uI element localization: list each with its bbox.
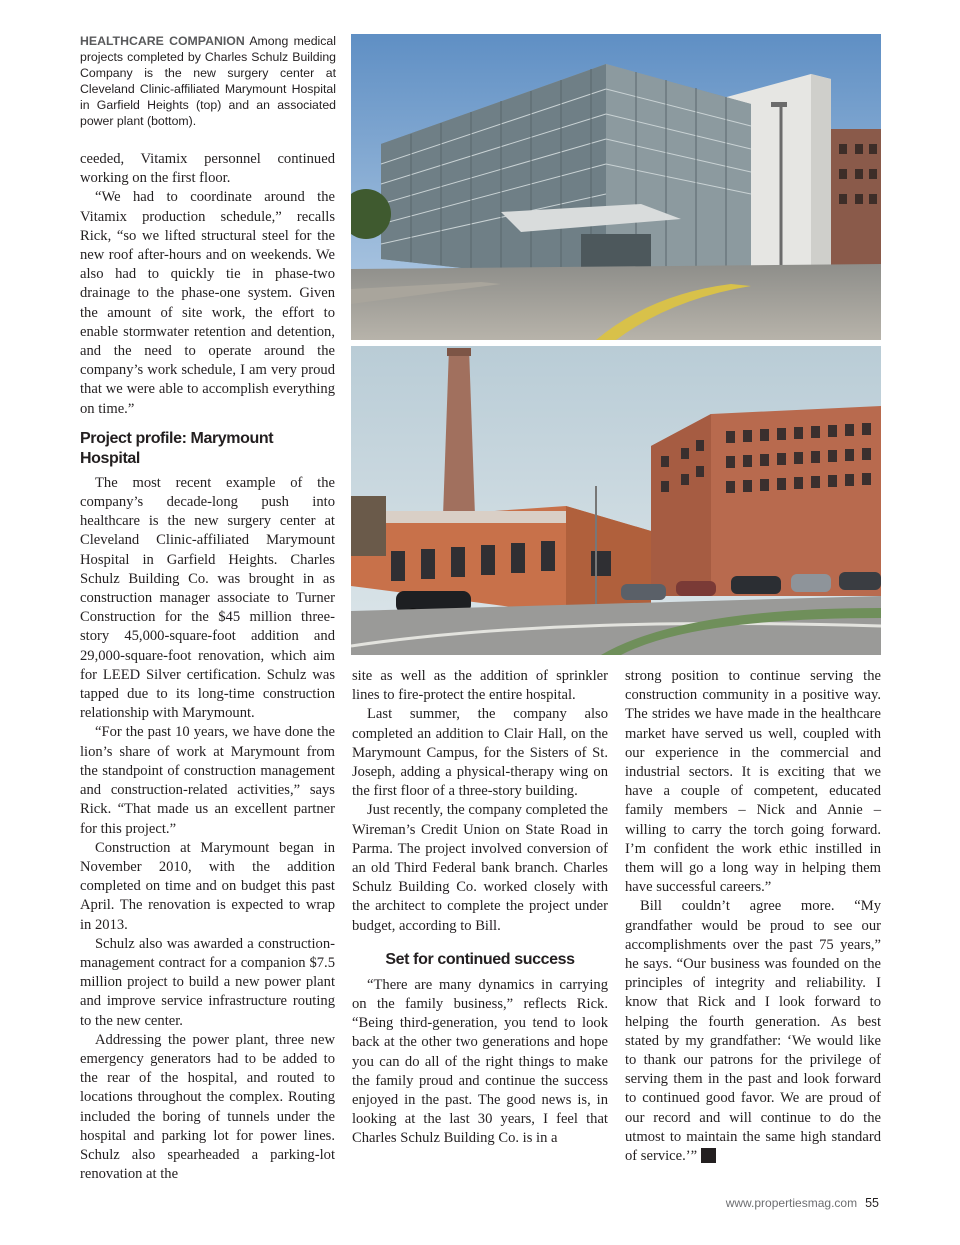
caption-text: Among medical projects completed by Charles Schulz Building Company is the new surgery center at Cleveland Clinic-affiliated Marymount Hospital in Garfield Heights (top) and an associated power plant (bottom). bbox=[80, 34, 336, 128]
page-number: 55 bbox=[865, 1196, 879, 1210]
caption-lead: HEALTHCARE COMPANION bbox=[80, 34, 245, 48]
surgery-center-illustration bbox=[351, 34, 881, 340]
paragraph bbox=[625, 897, 881, 1166]
paragraph: ceeded, Vitamix personnel continued working on the first floor. bbox=[80, 151, 335, 187]
article-column-3 bbox=[625, 667, 881, 1166]
section-heading: Project profile: Marymount Hospital bbox=[80, 429, 274, 467]
paragraph: Construction at Marymount began in November 2010, with the addition completed on time and on budget this past April. The renovation is expected to wrap in 2013. bbox=[80, 839, 335, 933]
footer-url[interactable]: www.propertiesmag.com bbox=[725, 1196, 858, 1210]
article-column-2 bbox=[352, 667, 608, 1149]
paragraph: site as well as the addition of sprinkler lines to fire-protect the entire hospital. bbox=[352, 668, 608, 704]
paragraph: “We had to coordinate around the Vitamix production schedule,” recalls Rick, “so we lifted structural steel for the new roof after-hours and on weekends. We also had to quickly tie in phase-two drainage to the phase-one system. Given the amount of site work, the effort to enable stormwater retention and detention, and the need to operate around the company’s work schedule, I am very proud that we were able to accomplish everything on time.” bbox=[80, 189, 335, 417]
page-footer bbox=[726, 1196, 879, 1210]
power-plant-photo bbox=[351, 346, 881, 655]
paragraph: “There are many dynamics in carrying on the family business,” reflects Rick. “Being third-generation, you tend to look back at the other two generations and hope you can do all of the right things to make the family proud and continue the success enjoyed in the past. The good news is, in looking at the last 30 years, I feel that Charles Schulz Building Co. is in a bbox=[352, 976, 608, 1147]
paragraph: Schulz also was awarded a construction-management contract for a companion $7.5 million project to build a new power plant and improve service infrastructure routing to the new center. bbox=[80, 935, 335, 1029]
surgery-center-photo bbox=[351, 34, 881, 340]
paragraph: Last summer, the company also completed an addition to Clair Hall, on the Marymount Campus, for the Sisters of St. Joseph, adding a physical-therapy wing on the first floor of a three-story building. bbox=[352, 706, 608, 800]
paragraph: Just recently, the company completed the Wireman’s Credit Union on State Road in Parma. The project involved conversion of an old Third Federal bank branch. Charles Schulz Building Co. worked closely with the architect to complete the project under budget, according to Bill. bbox=[352, 802, 608, 934]
section-heading: Set for continued success bbox=[385, 950, 575, 968]
end-mark-icon: P bbox=[701, 1148, 716, 1163]
paragraph-text: Bill couldn’t agree more. “My grandfather would be proud to see our accomplishments over the past 75 years,” he says. “Our business was founded on the principles of integrity and reliability. I know that Rick and I look forward to helping the fourth generation. As best stated by my grandfather: ‘We would like to thank our patrons for the privilege of serving them in the past and look forward to continued good favor. We are proud of our record and will continue to do the utmost to maintain the same high standard of service.’” bbox=[625, 898, 881, 1165]
paragraph: “For the past 10 years, we have done the lion’s share of work at Marymount from the standpoint of construction management and construction-related activities,” says Rick. “That made us an excellent partner for this project.” bbox=[80, 724, 335, 837]
photo-caption bbox=[80, 33, 336, 129]
paragraph: The most recent example of the company’s decade-long push into healthcare is the new surgery center at Cleveland Clinic-affiliated Marymount Hospital in Garfield Heights. Charles Schulz Building Co. was brought in as construction manager associate to Turner Construction for the $45 million three-story 45,000-square-foot addition and 29,000-square-foot renovation, which aim for LEED Silver certification. Schulz was tapped due to its long-time construction relationship with Marymount. bbox=[80, 474, 335, 722]
paragraph: Addressing the power plant, three new emergency generators had to be added to the rear of the hospital, and routed to locations throughout the complex. Routing included the boring of tunnels under the hospital and parking lot for power lines. Schulz also spearheaded a parking-lot renovation at the bbox=[80, 1031, 335, 1183]
paragraph: strong position to continue serving the construction community in a positive way. The strides we have made in the healthcare market have served us well, coupled with our experience in the commercial and industrial sectors. It is exciting that we have a couple of competent, educated family members – Nick and Annie – willing to carry the torch going forward. I’m confident the work ethic instilled in them will go a long way in helping them have successful careers.” bbox=[625, 668, 881, 896]
article-column-1 bbox=[80, 150, 335, 1184]
power-plant-illustration bbox=[351, 346, 881, 655]
